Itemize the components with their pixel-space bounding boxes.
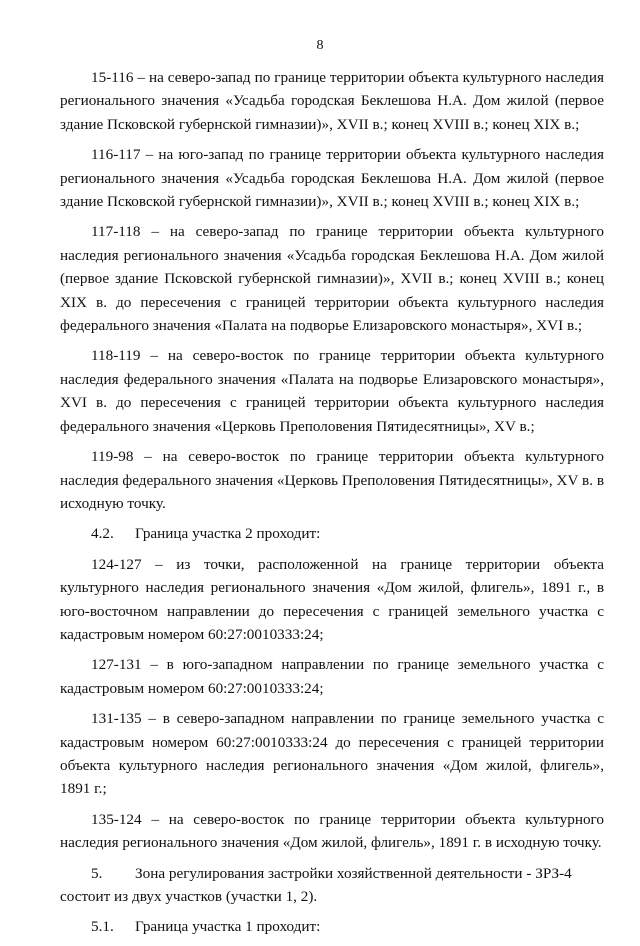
section-text: Зона регулирования застройки хозяйственной деятельности - ЗРЗ-4 состоит из двух участков (участки 1, 2).	[60, 864, 572, 905]
paragraph-119-98: 119-98 – на северо-восток по границе территории объекта культурного наследия федерального значения «Церковь Преполовения Пятидесятницы», XV в. в исходную точку.	[60, 448, 604, 512]
section-number: 4.2.	[91, 525, 114, 543]
paragraph-118-119: 118-119 – на северо-восток по границе территории объекта культурного наследия федерального значения «Палата на подворье Елизаровского монастыря», XVI в. до пересечения с границей территории объекта культурного наследия федерального значения «Церковь Преполовения Пятидесятницы», XV в.;	[60, 347, 604, 435]
paragraph-131-135: 131-135 – в северо-западном направлении по границе земельного участка с кадастровым номером 60:27:0010333:24 до пересечения с границей территории объекта культурного наследия регионального значения «Дом жилой, флигель», 1891 г.;	[60, 710, 604, 798]
page-number: 8	[316, 38, 324, 53]
section-text: Граница участка 2 проходит:	[135, 525, 321, 543]
section-4-2	[60, 522, 604, 545]
section-5	[60, 862, 604, 909]
paragraph-117-118: 117-118 – на северо-запад по границе территории объекта культурного наследия регионального значения «Усадьба городская Беклешова Н.А. Дом жилой (первое здание Псковской губернской гимназии)», XVII в.; конец XVIII в.; конец XIX в. до пересечения с границей территории объекта культурного наследия федерального значения «Палата на подворье Елизаровского монастыря», XVI в.;	[60, 223, 604, 335]
paragraph-124-127: 124-127 – из точки, расположенной на границе территории объекта культурного наследия регионального значения «Дом жилой, флигель», 1891 г., в юго-восточном направлении до пересечения с границей земельного участка с кадастровым номером 60:27:0010333:24;	[60, 555, 604, 643]
section-number: 5.1.	[91, 918, 114, 936]
document-body	[60, 66, 604, 946]
paragraph-135-124: 135-124 – на северо-восток по границе территории объекта культурного наследия регионального значения «Дом жилой, флигель», 1891 г. в исходную точку.	[60, 810, 604, 852]
paragraph-127-131: 127-131 – в юго-западном направлении по границе земельного участка с кадастровым номером 60:27:0010333:24;	[60, 656, 604, 697]
section-number: 5.	[91, 864, 103, 882]
paragraph-15-116: 15-116 – на северо-запад по границе территории объекта культурного наследия регионального значения «Усадьба городская Беклешова Н.А. Дом жилой (первое здание Псковской губернской гимназии)», XVII в.; конец XVIII в.; конец XIX в.;	[60, 69, 604, 133]
paragraph-116-117: 116-117 – на юго-запад по границе территории объекта культурного наследия регионального значения «Усадьба городская Беклешова Н.А. Дом жилой (первое здание Псковской губернской гимназии)», XVII в.; конец XVIII в.; конец XIX в.;	[60, 146, 604, 211]
section-text: Граница участка 1 проходит:	[135, 918, 321, 936]
section-5-1	[60, 915, 604, 938]
